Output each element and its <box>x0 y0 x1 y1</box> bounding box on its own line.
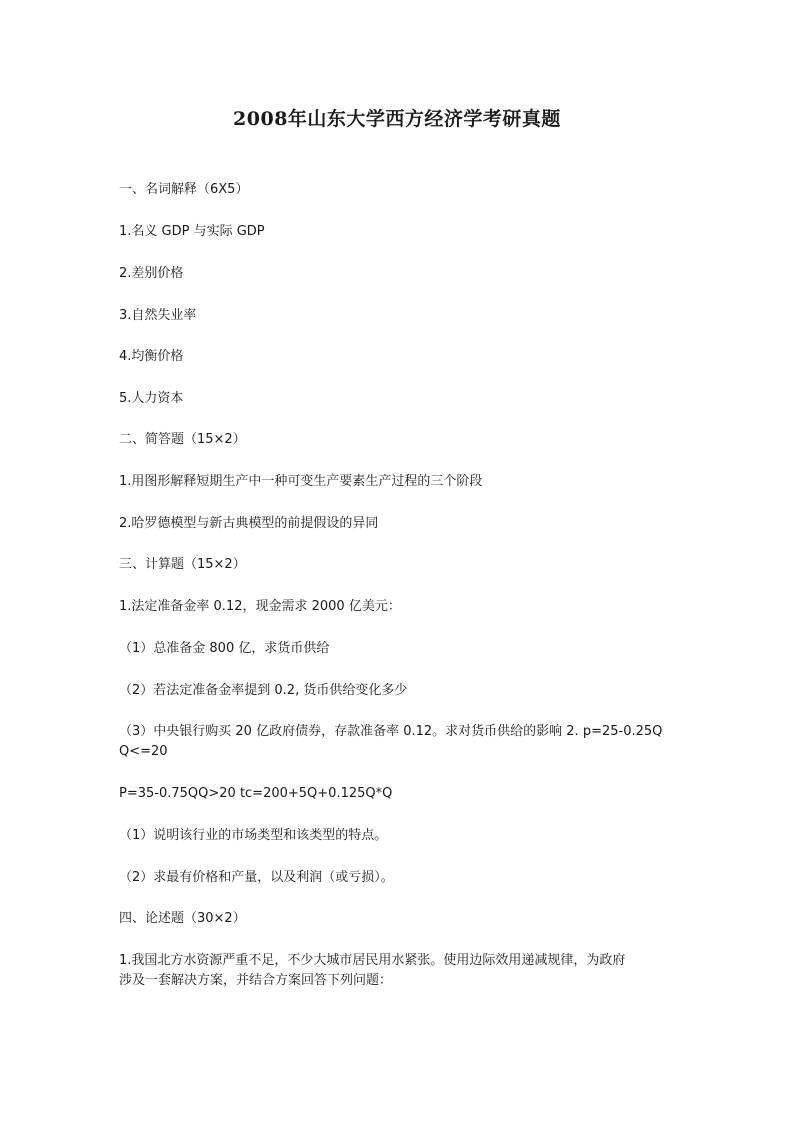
section-heading-terms: 一、名词解释（6X5） <box>119 182 249 197</box>
question-line: 1.用图形解释短期生产中一种可变生产要素生产过程的三个阶段 <box>119 474 483 489</box>
question-line: 3.自然失业率 <box>119 308 197 323</box>
question-line: （3）中央银行购买 20 亿政府债券，存款准备率 0.12。求对货币供给的影响 2. p=25-0.25Q <box>119 724 663 739</box>
question-line: Q<=20 <box>119 744 168 759</box>
question-line: P=35-0.75QQ>20 tc=200+5Q+0.125Q*Q <box>119 786 393 801</box>
question-line: 1.名义 GDP 与实际 GDP <box>119 224 265 239</box>
question-line: 4.均衡价格 <box>119 349 184 364</box>
question-line: 1.我国北方水资源严重不足，不少大城市居民用水紧张。使用边际效用递减规律，为政府 <box>119 953 626 968</box>
question-line: 5.人力资本 <box>119 391 184 406</box>
document-title: 2008年山东大学西方经济学考研真题 <box>233 108 561 130</box>
question-line: （1）说明该行业的市场类型和该类型的特点。 <box>119 828 388 843</box>
question-line: 1.法定准备金率 0.12，现金需求 2000 亿美元： <box>119 599 401 614</box>
question-line: （1）总准备金 800 亿，求货币供给 <box>119 641 330 656</box>
question-line: 2.哈罗德模型与新古典模型的前提假设的异同 <box>119 516 379 531</box>
section-heading-essay: 四、论述题（30×2） <box>119 911 246 926</box>
question-line: （2）求最有价格和产量，以及利润（或亏损）。 <box>119 870 394 885</box>
question-line: 涉及一套解决方案，并结合方案回答下列问题： <box>119 973 393 988</box>
section-heading-calculation: 三、计算题（15×2） <box>119 557 246 572</box>
question-line: 2.差别价格 <box>119 266 184 281</box>
section-heading-short-answer: 二、简答题（15×2） <box>119 432 246 447</box>
question-line: （2）若法定准备金率提到 0.2, 货币供给变化多少 <box>119 683 408 698</box>
